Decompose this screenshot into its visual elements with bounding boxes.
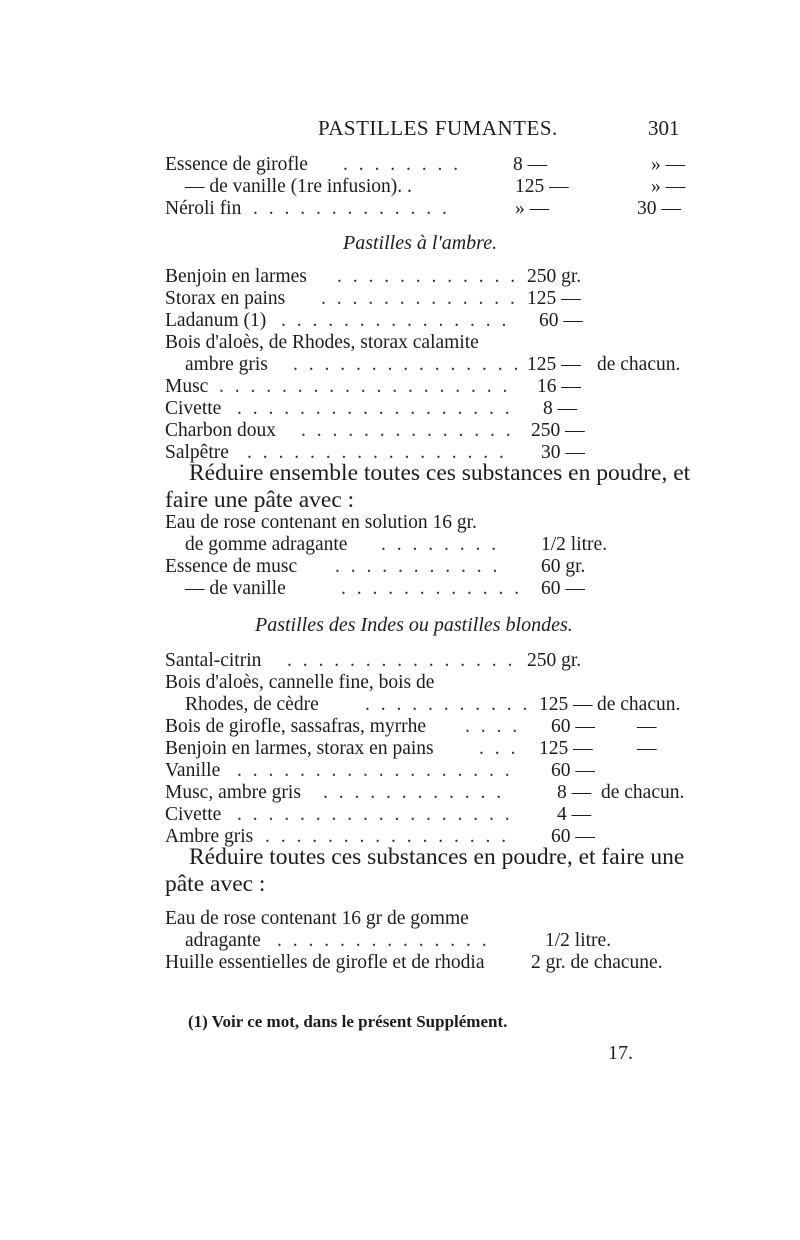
leader-dots: . . . .: [465, 716, 521, 737]
ingredient-name: — de vanille: [185, 578, 286, 599]
ingredient-name: ambre gris: [185, 354, 268, 375]
quantity: 125 —: [539, 738, 593, 759]
quantity-second: » —: [651, 154, 686, 175]
ingredient-name: Essence de girofle: [165, 154, 308, 175]
ingredient-name: Benjoin en larmes: [165, 266, 307, 287]
instruction-paragraph: [165, 844, 705, 898]
quantity-second: » —: [651, 176, 686, 197]
leader-dots: . . . . . . . . . . . . . . . . . .: [237, 804, 513, 825]
ingredient-name: Musc: [165, 376, 209, 397]
ingredient-name: adragante: [185, 930, 261, 951]
ingredient-name: Vanille: [165, 760, 221, 781]
ingredient-name: Essence de musc: [165, 556, 298, 577]
leader-dots: . . . . . . . . . . . . . . . . .: [247, 442, 507, 463]
page-number: 301: [648, 116, 680, 140]
leader-dots: . . . . . . . . . . . . .: [321, 288, 518, 309]
quantity: 30 —: [541, 442, 585, 463]
footnote: (1) Voir ce mot, dans le présent Supplément.: [188, 1012, 508, 1031]
paragraph-line: Réduire ensemble toutes ces substances en poudre, et: [189, 460, 691, 486]
ingredient-name: Civette: [165, 398, 222, 419]
leader-dots: . . . . . . . . . . . .: [337, 266, 519, 287]
leader-dots: . . . . . . . .: [343, 154, 462, 175]
quantity-note: de chacun.: [601, 782, 685, 803]
ingredient-name: Eau de rose contenant 16 gr de gomme: [165, 908, 469, 929]
ingredient-name: Musc, ambre gris: [165, 782, 301, 803]
quantity: » —: [515, 198, 550, 219]
quantity: 125 —: [527, 354, 581, 375]
quantity: 60 —: [551, 716, 595, 737]
quantity: 16 —: [537, 376, 581, 397]
quantity-note: de chacun.: [597, 694, 681, 715]
quantity: 4 —: [557, 804, 592, 825]
section-title: Pastilles des Indes ou pastilles blondes.: [255, 614, 573, 636]
signature-mark: 17.: [608, 1042, 633, 1064]
leader-dots: . . . . . . . . . . . . . . . . . . .: [219, 376, 511, 397]
leader-dots: . . . . . . . . . . . . . . .: [281, 310, 510, 331]
ingredient-name: Benjoin en larmes, storax en pains: [165, 738, 434, 759]
quantity: 250 gr.: [527, 650, 582, 671]
quantity: 1/2 litre.: [541, 534, 608, 555]
ingredient-name: de gomme adragante: [185, 534, 348, 555]
recipe-row: [165, 176, 686, 198]
quantity: 8 —: [543, 398, 578, 419]
leader-dots: . . . . . . . . . . .: [335, 556, 501, 577]
running-header: PASTILLES FUMANTES.: [318, 116, 558, 140]
ingredient-name: Rhodes, de cèdre: [185, 694, 319, 715]
quantity: 125 —: [527, 288, 581, 309]
paragraph-line: pâte avec :: [165, 871, 266, 897]
quantity: 60 gr.: [541, 556, 586, 577]
quantity-second: 30 —: [637, 198, 681, 219]
quantity: 2 gr. de chacune.: [531, 952, 663, 973]
quantity: 125 —: [539, 694, 593, 715]
leader-dots: . . . . . . . . . . . . . .: [277, 930, 490, 951]
leader-dots: . . . . . . . . . . . . . . . . . .: [237, 398, 513, 419]
ingredient-name: Néroli fin: [165, 198, 242, 219]
leader-dots: . . . . . . . . . . . . . . . .: [265, 826, 510, 847]
section-title: Pastilles à l'ambre.: [343, 232, 498, 254]
ingredient-name: Civette: [165, 804, 222, 825]
quantity: 8 —: [557, 782, 592, 803]
leader-dots: . . . . . . . . . . . .: [323, 782, 505, 803]
ingredient-name: Bois d'aloès, de Rhodes, storax calamite: [165, 332, 479, 353]
paragraph-line: faire une pâte avec :: [165, 487, 355, 513]
leader-dots: . . . . . . . . . . . .: [341, 578, 523, 599]
ingredient-name: Charbon doux: [165, 420, 277, 441]
quantity: 60 —: [551, 826, 595, 847]
paragraph-line: Réduire toutes ces substances en poudre, et faire une: [189, 844, 685, 870]
leader-dots: . . . . . . . . . . . . . . .: [287, 650, 516, 671]
ingredient-name: Eau de rose contenant en solution 16 gr.: [165, 512, 477, 533]
quantity: 60 —: [551, 760, 595, 781]
quantity: 125 —: [515, 176, 569, 197]
ingredient-name: Huille essentielles de girofle et de rhodia: [165, 952, 485, 973]
leader-dots: . . . . . . . . . . . . . . .: [293, 354, 522, 375]
ingredient-name: Ambre gris: [165, 826, 254, 847]
quantity: 60 —: [541, 578, 585, 599]
quantity: 1/2 litre.: [545, 930, 612, 951]
ingredient-name: Santal-citrin: [165, 650, 262, 671]
ingredient-name: — de vanille (1re infusion). .: [185, 176, 412, 197]
leader-dots: . . . . . . . . . . .: [365, 694, 531, 715]
quantity: 8 —: [513, 154, 548, 175]
quantity-second: —: [637, 738, 657, 759]
quantity-second: —: [637, 716, 657, 737]
leader-dots: . . .: [479, 738, 519, 759]
leader-dots: . . . . . . . . . . . . . . . . . .: [237, 760, 513, 781]
instruction-paragraph: [165, 460, 705, 514]
quantity: 250 gr.: [527, 266, 582, 287]
leader-dots: . . . . . . . . . . . . .: [253, 198, 450, 219]
leader-dots: . . . . . . . . . . . . . .: [301, 420, 514, 441]
ingredient-name: Bois d'aloès, cannelle fine, bois de: [165, 672, 435, 693]
quantity-note: de chacun.: [597, 354, 681, 375]
ingredient-name: Bois de girofle, sassafras, myrrhe: [165, 716, 427, 737]
ingredient-name: Ladanum (1): [165, 310, 267, 331]
ingredient-name: Salpêtre: [165, 442, 229, 463]
ingredient-name: Storax en pains: [165, 288, 286, 309]
quantity: 60 —: [539, 310, 583, 331]
quantity: 250 —: [531, 420, 585, 441]
leader-dots: . . . . . . . .: [381, 534, 500, 555]
